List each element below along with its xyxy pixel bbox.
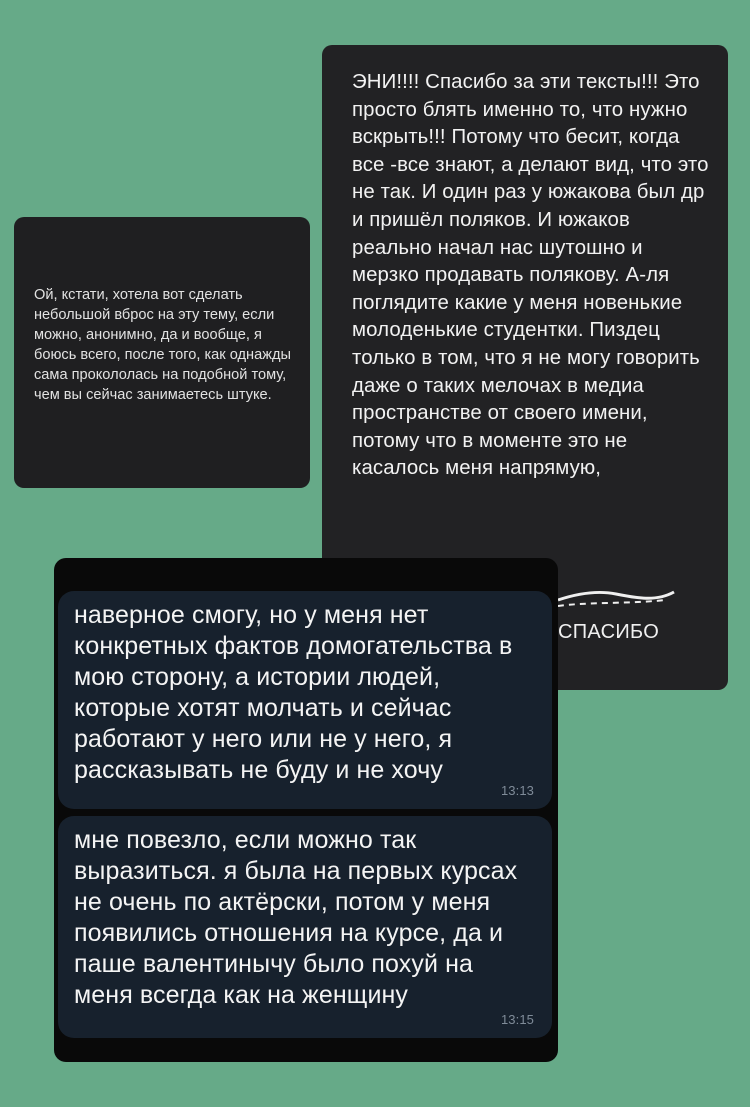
message-timestamp: 13:15 — [500, 1012, 534, 1027]
chat-message-text: мне повезло, если можно так выразиться. я была на первых курсах не очень по актёрски, потом у меня появились отношения на курсе, да и паше валентинычу было похуй на меня всегда как на женщину — [74, 826, 518, 1009]
chat-screenshot — [54, 558, 558, 1062]
chat-message-bubble — [58, 591, 552, 809]
message-text: Ой, кстати, хотела вот сделать небольшой вброс на эту тему, если можно, анонимно, да и вообще, я боюсь всего, после того, как однажды сама прокололась на подобной тому, чем вы сейчас занимаетесь штуке. — [34, 287, 291, 403]
chat-message-text: наверное смогу, но у меня нет конкретных фактов домогательства в мою сторону, а истории людей, которые хотят молчать и сейчас работают у него или не у него, я рассказывать не буду и не хочу — [74, 601, 513, 784]
message-tail-text: СПАСИБО — [558, 621, 660, 643]
chat-message-bubble — [58, 816, 552, 1038]
message-card-left — [14, 217, 310, 488]
message-text: ЭНИ!!!! Спасибо за эти тексты!!! Это просто блять именно то, что нужно вскрыть!!! Потому что бесит, когда все -все знают, а делают вид, что это не так. И один раз у южакова был др и пришёл поляков. И южаков реально начал нас шутошно и мерзко продавать полякову. А-ля поглядите какие у меня новенькие молоденькие студентки. Пиздец только в том, что я не могу говорить даже о таких мелочах в медиа пространстве от своего имени, потому что в моменте это не касалось меня напрямую, — [352, 71, 709, 480]
scribble-redaction-icon — [556, 580, 676, 610]
message-timestamp: 13:13 — [500, 783, 534, 798]
